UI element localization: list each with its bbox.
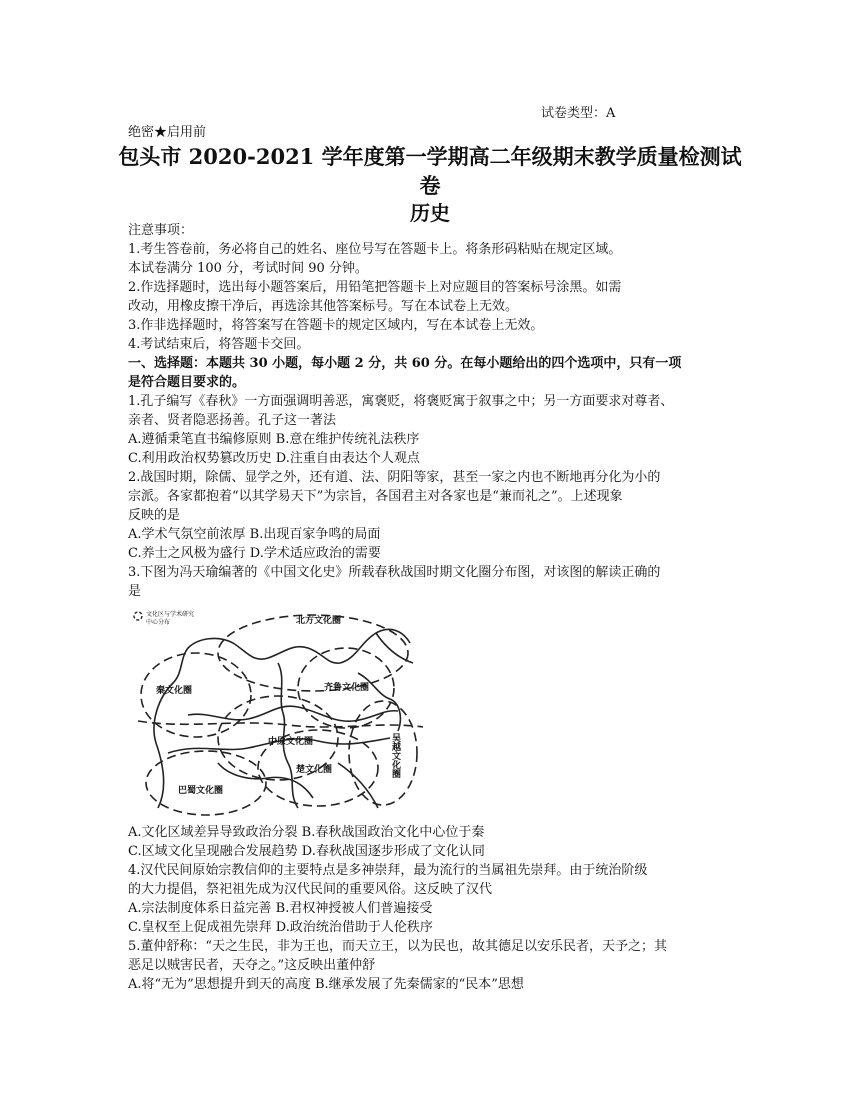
map-figure bbox=[128, 603, 428, 819]
option-line: A.将“无为”思想提升到天的高度 B.继承发展了先秦儒家的“民本”思想 bbox=[128, 977, 524, 992]
question-line: 4.汉代民间原始宗教信仰的主要特点是多神崇拜，最为流行的当属祖先崇拜。由于统治阶级 bbox=[128, 863, 648, 878]
question-line: 恶足以贼害民者，天夺之。”这反映出董仲舒 bbox=[128, 958, 376, 973]
map-label-chu: 楚文化圈 bbox=[296, 765, 333, 775]
map-label-north: 北方文化圈 bbox=[296, 616, 342, 626]
question-line: 3.下图为冯天瑜编著的《中国文化史》所载春秋战国时期文化圈分布图，对该图的解读正确的 bbox=[128, 565, 661, 580]
question-line: 2.战国时期，除儒、显学之外，还有道、法、阴阳等家，甚至一家之内也不断地再分化为小的 bbox=[128, 470, 661, 485]
note-line: 3.作非选择题时，将答案写在答题卡的规定区域内，写在本试卷上无效。 bbox=[128, 318, 544, 333]
option-line: C.区域文化呈现融合发展趋势 D.春秋战国逐步形成了文化认同 bbox=[128, 844, 485, 859]
notes-heading: 注意事项： bbox=[128, 223, 194, 238]
note-line: 4.考试结束后，将答题卡交回。 bbox=[128, 337, 310, 352]
map-legend: 文化区与学术研究中心分布 bbox=[146, 611, 195, 626]
questions-after-map bbox=[128, 823, 748, 994]
note-line: 2.作选择题时，选出每小题答案后，用铅笔把答题卡上对应题目的答案标号涂黑。如需 bbox=[128, 280, 622, 295]
note-line: 本试卷满分 100 分，考试时间 90 分钟。 bbox=[128, 261, 368, 276]
note-line: 1.考生答卷前，务必将自己的姓名、座位号写在答题卡上。将条形码粘贴在规定区域。 bbox=[128, 242, 622, 257]
question-line: 宗派。各家都抱着“以其学易天下”为宗旨，各国君主对各家也是“兼而礼之”。上述现象 bbox=[128, 489, 623, 504]
option-line: A.宗法制度体系日益完善 B.君权神授被人们普遍接受 bbox=[128, 901, 433, 916]
question-line: 1.孔子编写《春秋》一方面强调明善恶，寓褒贬，将褒贬寓于叙事之中；另一方面要求对尊者、 bbox=[128, 394, 674, 409]
map-label-bashu: 巴蜀文化圈 bbox=[178, 786, 224, 796]
map-label-qin: 秦文化圈 bbox=[156, 686, 193, 696]
exam-title-line2: 卷 bbox=[419, 173, 441, 198]
subject-title: 历史 bbox=[410, 201, 450, 225]
exam-title-line1: 包头市 2020-2021 学年度第一学期高二年级期末教学质量检测试 bbox=[118, 144, 742, 169]
question-line: 亲者、贤者隐恶扬善。孔子这一著法 bbox=[128, 413, 337, 428]
secret-label: 绝密★启用前 bbox=[128, 125, 207, 140]
option-line: C.养士之风极为盛行 D.学术适应政治的需要 bbox=[128, 546, 381, 561]
notes-block bbox=[128, 221, 748, 601]
option-line: A.文化区域差异导致政治分裂 B.春秋战国政治文化中心位于秦 bbox=[128, 825, 485, 840]
map-label-qilu: 齐鲁文化圈 bbox=[324, 683, 370, 693]
note-line: 改动，用橡皮擦干净后，再选涂其他答案标号。写在本试卷上无效。 bbox=[128, 299, 519, 314]
map-label-wuyue: 吴越文化圈 bbox=[390, 733, 400, 778]
question-line: 的大力提倡，祭祀祖先成为汉代民间的重要风俗。这反映了汉代 bbox=[128, 882, 493, 897]
culture-circle-map bbox=[128, 603, 428, 819]
question-line: 是 bbox=[128, 584, 142, 599]
map-label-central: 中原文化圈 bbox=[268, 737, 314, 747]
exam-type: 试卷类型：A bbox=[541, 106, 616, 121]
option-line: A.遵循秉笔直书编修原则 B.意在维护传统礼法秩序 bbox=[128, 432, 420, 447]
option-line: A.学术气氛空前浓厚 B.出现百家争鸣的局面 bbox=[128, 527, 381, 542]
section-heading: 一、选择题：本题共 30 小题，每小题 2 分，共 60 分。在每小题给出的四个选项中，只有一项 bbox=[128, 356, 682, 371]
option-line: C.利用政治权势篡改历史 D.注重自由表达个人观点 bbox=[128, 451, 420, 466]
option-line: C.皇权至上促成祖先崇拜 D.政治统治借助于人伦秩序 bbox=[128, 920, 433, 935]
question-line: 5.董仲舒称：“天之生民，非为王也，而天立王，以为民也，故其德足以安乐民者，天予之；其 bbox=[128, 939, 668, 954]
section-heading-cont: 是符合题目要求的。 bbox=[128, 375, 246, 390]
question-line: 反映的是 bbox=[128, 508, 181, 523]
